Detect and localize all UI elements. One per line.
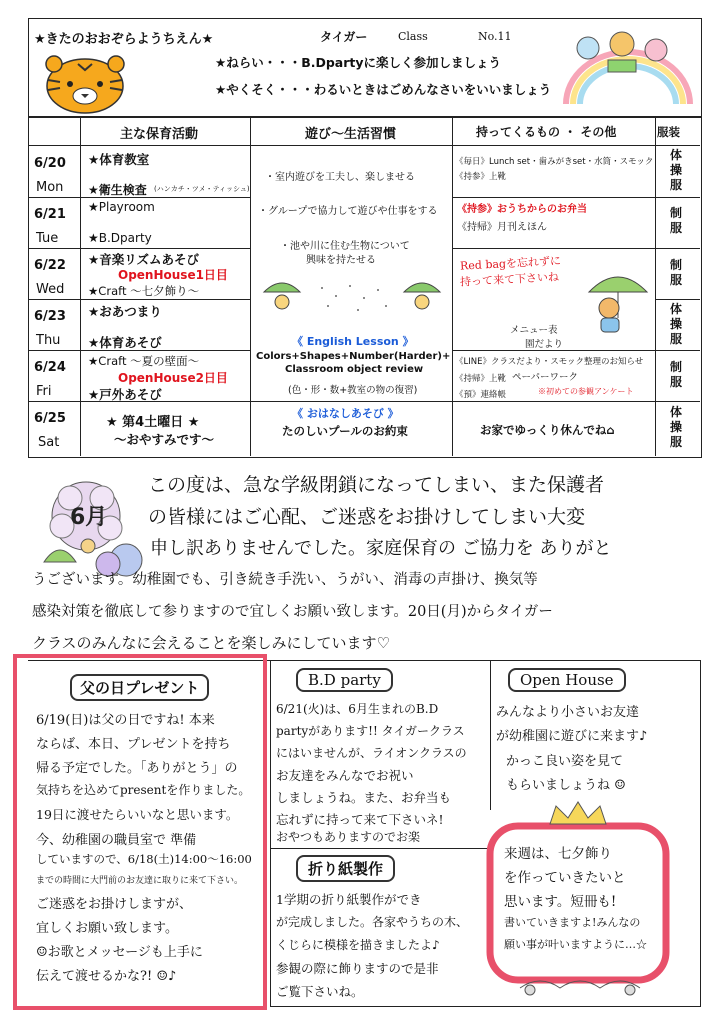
- promise-text: ★やくそく・・・わるいときはごめんなさいをいいましょう: [215, 82, 552, 97]
- class-name: タイガー: [320, 30, 368, 44]
- class-label: Class: [398, 30, 428, 43]
- bring-fri-2-note: ペーパーワーク: [512, 372, 579, 383]
- rain-children-illustration: [262, 270, 442, 322]
- bring-sat: お家でゆっくり休んでね⌂: [480, 423, 615, 437]
- month-label: 6月: [70, 505, 108, 530]
- clothes-label: 体操服: [670, 302, 683, 346]
- rainbow-animals-illustration: [560, 26, 696, 106]
- bring-thu-note-1: メニュー表: [510, 325, 558, 336]
- bring-fri-1: 《LINE》クラスだより・スモック整理のお知らせ: [455, 357, 644, 367]
- tiger-illustration: [40, 50, 130, 116]
- col-header-life: 遊び～生活習慣: [305, 127, 397, 142]
- bring-mon-1: 《毎日》Lunch set・歯みがきset・水筒・スモック: [455, 157, 654, 167]
- col-header-activity: 主な保育活動: [120, 127, 199, 142]
- bring-mon-2: 《持参》上靴: [455, 172, 507, 182]
- message-line-4: うございます。幼稚園でも、引き続き手洗い、うがい、消毒の声掛け、換気等: [32, 572, 538, 588]
- message-line-5: 感染対策を徹底して参りますので宜しくお願い致します。20日(月)からタイガー: [32, 604, 553, 620]
- english-lesson-line-2: Classroom object review: [285, 364, 424, 375]
- issue-number: No.11: [478, 30, 512, 43]
- col-header-clothes: 服装: [657, 125, 680, 139]
- aim-text: ★ねらい・・・B.Dpartyに楽しく参加しましょう: [215, 55, 502, 70]
- clothes-label: 制服: [670, 206, 683, 235]
- col-header-bring: 持ってくるもの ・ その他: [476, 125, 617, 139]
- clothes-label: 制服: [670, 258, 683, 287]
- life-line-4: 興味を持たせる: [306, 255, 376, 266]
- message-line-3: 申し訳ありませんでした。家庭保育の ご協力を ありがと: [150, 538, 612, 559]
- clothes-label: 体操服: [670, 148, 683, 192]
- school-name: ★きたのおおぞらようちえん★: [34, 32, 214, 47]
- bd-party-title: B.D party: [296, 668, 393, 692]
- life-line-2: ・グループで協力して遊びや仕事をする: [258, 206, 438, 217]
- open-house-title: Open House: [508, 668, 626, 692]
- bring-fri-3: 《預》連絡帳: [455, 390, 507, 400]
- message-line-1: この度は、急な学級閉鎖になってしまい、また保護者: [148, 474, 605, 496]
- message-line-6: クラスのみんなに会えることを楽しみにしています♡: [32, 634, 390, 652]
- clothes-label: 制服: [670, 360, 683, 389]
- english-lesson-title: 《 English Lesson 》: [292, 335, 414, 348]
- fathers-day-title: 父の日プレゼント: [70, 674, 209, 701]
- english-lesson-line-1: Colors+Shapes+Number(Harder)+: [256, 351, 451, 362]
- bring-fri-3-note: ※初めての参観アンケート: [538, 387, 634, 396]
- clothes-label: 体操服: [670, 405, 683, 449]
- story-text: たのしいプールのお約束: [282, 424, 408, 438]
- english-lesson-line-3: (色・形・数+教室の物の復習): [288, 385, 418, 396]
- origami-title: 折り紙製作: [296, 855, 395, 882]
- life-line-1: ・室内遊びを工夫し、楽しませる: [265, 172, 415, 183]
- bring-thu-note-2: 園だより: [525, 339, 564, 350]
- life-line-3: ・池や川に住む生物について: [280, 241, 410, 252]
- umbrella-bear-illustration: [585, 268, 651, 336]
- bring-fri-2: 《持帰》上靴: [455, 374, 507, 384]
- bring-wed-note-1: Red bagを忘れずに: [459, 254, 562, 273]
- bring-tue-1: 《持参》おうちからのお弁当: [457, 204, 587, 215]
- story-title: 《 おはなしあそび 》: [292, 407, 399, 420]
- message-line-2: の皆様にはご心配、ご迷惑をお掛けしてしまい大変: [148, 506, 586, 528]
- bring-wed-note-2: 持って来て下さいね: [459, 270, 560, 289]
- bring-tue-2: 《持帰》月刊えほん: [457, 222, 547, 233]
